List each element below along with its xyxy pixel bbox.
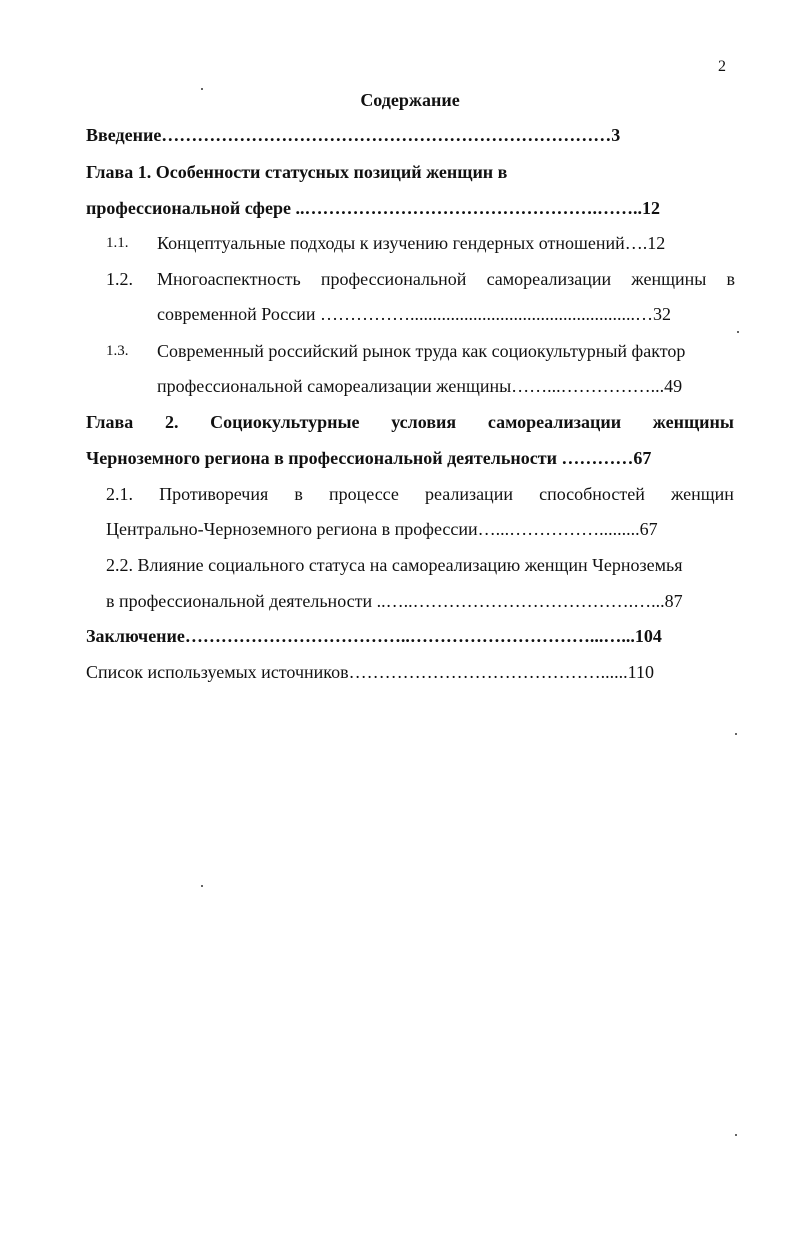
toc-entry-section-1-2-line-1 xyxy=(157,268,735,290)
scan-speck xyxy=(201,88,203,90)
toc-word: профессиональной xyxy=(320,269,467,289)
toc-entry-sources: Список используемых источников……………………………………......110 xyxy=(86,662,654,682)
toc-entry-section-1-3-line-2: профессиональной самореализации женщины……...……………...49 xyxy=(157,376,683,396)
toc-entry-section-1-3-line-1: Современный российский рынок труда как социокультурный фактор xyxy=(157,341,686,361)
toc-word: реализации xyxy=(424,484,513,504)
toc-entry-chapter-1-line-2: профессиональной сфере ..………………………………………….……..12 xyxy=(86,198,660,218)
toc-word: женщины xyxy=(631,269,707,289)
toc-word: условия xyxy=(391,412,457,432)
toc-word: 2. xyxy=(164,412,179,432)
toc-word: женщин xyxy=(670,484,734,504)
toc-word: Глава xyxy=(86,412,134,432)
toc-entry-section-2-2-line-1: 2.2. Влияние социального статуса на самореализацию женщин Черноземья xyxy=(106,555,683,575)
toc-entry-section-2-1-line-2: Центрально-Черноземного региона в профессии…...…………….........67 xyxy=(106,519,658,539)
toc-word: самореализации xyxy=(487,412,622,432)
scan-speck xyxy=(201,885,203,887)
toc-section-number: 1.1. xyxy=(106,235,129,251)
toc-entry-chapter-1-line-1: Глава 1. Особенности статусных позиций женщин в xyxy=(86,162,508,182)
toc-entry-section-2-1-line-1 xyxy=(106,483,734,505)
toc-word: Социокультурные xyxy=(210,412,360,432)
toc-word: процессе xyxy=(328,484,399,504)
toc-word: самореализации xyxy=(486,269,612,289)
toc-word: в xyxy=(294,484,303,504)
toc-word: 2.1. xyxy=(106,484,133,504)
toc-section-number: 1.3. xyxy=(106,343,129,359)
toc-title: Содержание xyxy=(360,90,460,110)
toc-word: Многоаспектность xyxy=(157,269,301,289)
page-number: 2 xyxy=(718,58,726,75)
toc-entry-conclusion: Заключение………………………………..…………………………...…...104 xyxy=(86,626,662,646)
toc-entry-intro: Введение…………………………………………………………………3 xyxy=(86,125,621,145)
toc-word: способностей xyxy=(539,484,645,504)
scan-speck xyxy=(735,1134,737,1136)
toc-entry-chapter-2-line-2: Черноземного региона в профессиональной деятельности …………67 xyxy=(86,448,652,468)
toc-entry-section-1-2-line-2: современной России ……………..................................................…32 xyxy=(157,304,672,324)
toc-entry-chapter-2-line-1 xyxy=(86,411,734,433)
toc-word: Противоречия xyxy=(159,484,269,504)
scan-speck xyxy=(737,331,739,333)
toc-section-number: 1.2. xyxy=(106,269,133,289)
toc-word: женщины xyxy=(652,412,734,432)
toc-entry-section-1-1: Концептуальные подходы к изучению гендерных отношений….12 xyxy=(157,233,666,253)
toc-entry-section-2-2-line-2: в профессиональной деятельности ..…..……………………………….…...87 xyxy=(106,591,683,611)
toc-word: в xyxy=(726,269,735,289)
scan-speck xyxy=(735,733,737,735)
